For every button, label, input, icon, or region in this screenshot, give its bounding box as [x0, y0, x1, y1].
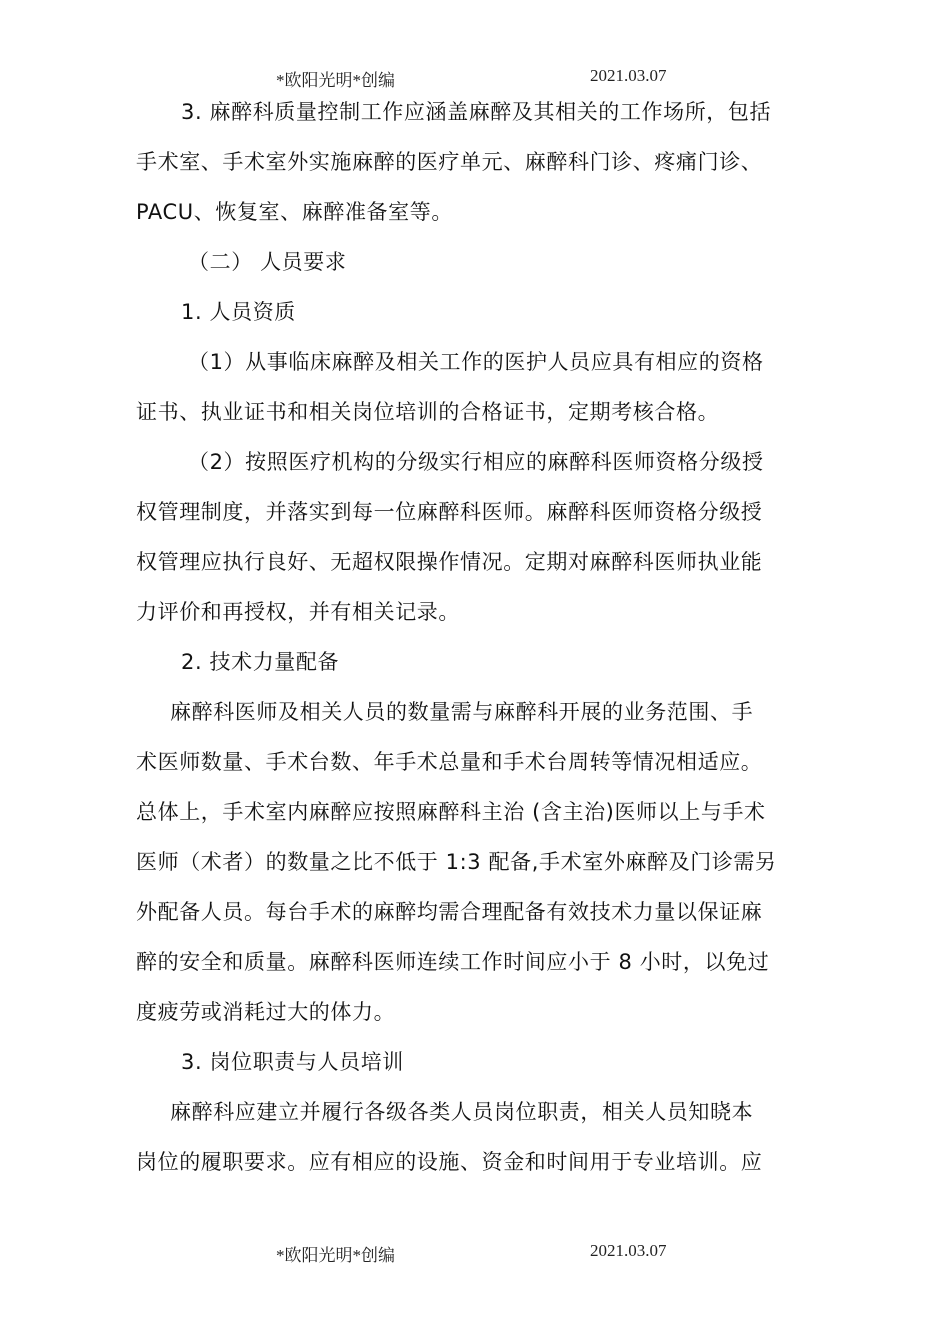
body-line: 证书、执业证书和相关岗位培训的合格证书，定期考核合格。 [136, 400, 720, 424]
page-header [0, 66, 950, 96]
body-line: 醉的安全和质量。麻醉科医师连续工作时间应小于 8 小时，以免过 [136, 950, 770, 974]
body-line: 麻醉科医师及相关人员的数量需与麻醉科开展的业务范围、手 [170, 700, 754, 724]
section-heading: （二） 人员要求 [188, 250, 347, 274]
footer-author: *欧阳光明*创编 [276, 1246, 395, 1265]
body-line: 外配备人员。每台手术的麻醉均需合理配备有效技术力量以保证麻 [136, 900, 763, 924]
subsection-heading: 1. 人员资质 [181, 300, 296, 324]
body-line: 医师（术者）的数量之比不低于 1:3 配备,手术室外麻醉及门诊需另 [136, 850, 777, 874]
body-line: 岗位的履职要求。应有相应的设施、资金和时间用于专业培训。应 [136, 1150, 763, 1174]
subsection-heading: 2. 技术力量配备 [181, 650, 340, 674]
header-date: 2021.03.07 [590, 66, 667, 85]
body-line: 术医师数量、手术台数、年手术总量和手术台周转等情况相适应。 [136, 750, 763, 774]
body-line: 麻醉科应建立并履行各级各类人员岗位职责，相关人员知晓本 [170, 1100, 754, 1124]
page-footer [0, 1241, 950, 1271]
body-line: PACU、恢复室、麻醉准备室等。 [136, 200, 453, 224]
body-line: 权管理制度，并落实到每一位麻醉科医师。麻醉科医师资格分级授 [136, 500, 763, 524]
body-line: （1）从事临床麻醉及相关工作的医护人员应具有相应的资格 [188, 350, 764, 374]
body-line: （2）按照医疗机构的分级实行相应的麻醉科医师资格分级授 [188, 450, 764, 474]
header-author: *欧阳光明*创编 [276, 71, 395, 90]
body-line: 手术室、手术室外实施麻醉的医疗单元、麻醉科门诊、疼痛门诊、 [136, 150, 763, 174]
body-line: 总体上，手术室内麻醉应按照麻醉科主治 (含主治)医师以上与手术 [136, 800, 766, 824]
subsection-heading: 3. 岗位职责与人员培训 [181, 1050, 404, 1074]
body-line: 度疲劳或消耗过大的体力。 [136, 1000, 396, 1024]
body-line: 权管理应执行良好、无超权限操作情况。定期对麻醉科医师执业能 [136, 550, 763, 574]
footer-date: 2021.03.07 [590, 1241, 667, 1260]
body-line: 力评价和再授权，并有相关记录。 [136, 600, 460, 624]
body-line: 3. 麻醉科质量控制工作应涵盖麻醉及其相关的工作场所，包括 [181, 100, 772, 124]
